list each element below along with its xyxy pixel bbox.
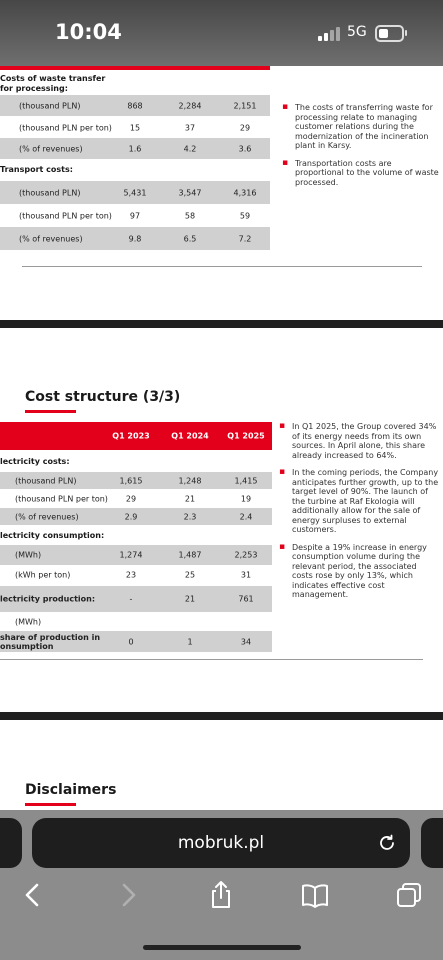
divider-line — [0, 659, 423, 660]
slide2-notes — [279, 422, 439, 608]
bullet-icon: ▪ — [279, 421, 286, 431]
table-row — [0, 565, 272, 585]
cell-value: 29 — [125, 494, 137, 503]
electricity-consumption-category: lectricity consumption: — [0, 531, 105, 540]
row-label: (MWh) — [15, 617, 42, 627]
slide-separator — [0, 320, 443, 328]
cell-value: - — [129, 594, 133, 604]
cell-value: 23 — [125, 570, 137, 580]
note-text: In the coming periods, the Company anticipates further growth, up to the target level of 90%. The launch of the turbine at Raf Ekologia will additionally allow for the sale of energy surpluses to external customers. — [292, 468, 439, 534]
list-item — [282, 159, 440, 188]
table-row — [0, 631, 272, 652]
row-label: (thousand PLN) — [19, 188, 81, 197]
cell-value: 0 — [128, 637, 134, 646]
cell-value: 9.8 — [128, 234, 142, 243]
cell-value: 1,248 — [178, 476, 202, 485]
status-time: 10:04 — [55, 20, 122, 44]
cell-value: 37 — [184, 123, 196, 132]
list-item — [279, 422, 439, 460]
note-text: Transportation costs are proportional to the volume of waste processed. — [295, 158, 439, 187]
cell-value: 25 — [184, 570, 196, 580]
page-title: Disclaimers — [25, 782, 117, 798]
title-underline — [25, 803, 76, 806]
list-item — [279, 468, 439, 535]
bullet-icon: ▪ — [279, 467, 286, 477]
cell-value: 1,487 — [178, 550, 202, 560]
title-underline — [25, 410, 76, 413]
cell-value: 868 — [127, 101, 143, 110]
row-label: (kWh per ton) — [15, 570, 71, 580]
cell-value: 4,316 — [233, 188, 257, 197]
table-row — [0, 138, 270, 159]
cell-value: 29 — [239, 123, 251, 132]
table-header — [0, 422, 272, 450]
divider-line — [22, 266, 422, 267]
cell-value: 3.6 — [238, 144, 252, 153]
note-text: The costs of transferring waste for processing relate to managing customer relations during the modernization of the incineration plant in Karsy. — [295, 103, 433, 150]
table-row — [0, 613, 272, 631]
note-text: Despite a 19% increase in energy consumption volume during the relevant period, the associated costs rose by only 13%, which indicates effective cost management. — [292, 542, 427, 599]
table-row — [0, 508, 272, 525]
table-row — [0, 586, 272, 612]
electricity-production-category: lectricity production: — [0, 594, 96, 604]
table-row — [0, 181, 270, 204]
table-row — [0, 95, 270, 116]
electricity-costs-category: lectricity costs: — [0, 457, 70, 466]
cell-value: 59 — [239, 211, 251, 220]
cell-value: 2.9 — [124, 512, 138, 521]
cell-value: 2.3 — [183, 512, 197, 521]
bullet-icon: ▪ — [279, 541, 286, 552]
bookmarks-icon[interactable] — [300, 880, 330, 910]
reload-icon[interactable] — [377, 833, 397, 853]
share-label-line2: onsumption — [0, 641, 54, 651]
bullet-icon: ▪ — [282, 157, 289, 168]
cell-value: 5,431 — [123, 188, 147, 197]
tabs-icon[interactable] — [394, 880, 424, 910]
waste-transfer-category: Costs of waste transfer for processing: — [0, 74, 106, 93]
cell-value: 6.5 — [183, 234, 197, 243]
cell-value: 2.4 — [239, 512, 253, 521]
table-row — [0, 472, 272, 489]
column-header: Q1 2024 — [171, 431, 209, 441]
cell-value: 58 — [184, 211, 196, 220]
next-tab-preview[interactable] — [421, 818, 443, 868]
signal-icon — [318, 27, 342, 41]
page-title: Cost structure (3/3) — [25, 389, 181, 405]
cell-value: 1,274 — [119, 550, 143, 560]
cell-value: 15 — [129, 123, 141, 132]
cell-value: 2,284 — [178, 101, 202, 110]
row-label: (MWh) — [15, 550, 42, 560]
cell-value: 761 — [238, 594, 254, 604]
row-label: (thousand PLN per ton) — [19, 211, 112, 220]
cell-value: 1 — [187, 637, 193, 646]
table-row — [0, 490, 272, 507]
cell-value: 1,415 — [234, 476, 258, 485]
home-indicator[interactable] — [143, 945, 301, 950]
cell-value: 2,253 — [234, 550, 258, 560]
forward-icon[interactable] — [113, 880, 143, 910]
cell-value: 4.2 — [183, 144, 197, 153]
status-bar — [0, 0, 443, 66]
url-text[interactable]: mobruk.pl — [177, 833, 265, 853]
row-label: (% of revenues) — [19, 144, 83, 153]
cell-value: 21 — [184, 494, 196, 503]
cell-value: 3,547 — [178, 188, 202, 197]
share-label-line1: share of production in — [0, 632, 101, 642]
slide-accent-line — [0, 66, 270, 70]
list-item — [279, 543, 439, 600]
cell-value: 2,151 — [233, 101, 257, 110]
row-label: (thousand PLN) — [15, 476, 77, 485]
column-header: Q1 2023 — [112, 431, 150, 441]
back-icon[interactable] — [18, 880, 48, 910]
cell-value: 21 — [184, 594, 196, 604]
cell-value: 1.6 — [128, 144, 142, 153]
cell-value: 34 — [240, 637, 252, 646]
table-row — [0, 204, 270, 227]
table-row — [0, 117, 270, 138]
column-header: Q1 2025 — [227, 431, 265, 441]
share-icon[interactable] — [206, 880, 236, 910]
bullet-icon: ▪ — [282, 102, 289, 112]
row-label: (thousand PLN per ton) — [19, 123, 112, 132]
table-row — [0, 545, 272, 565]
list-item — [282, 103, 440, 151]
share-of-production-label — [0, 633, 100, 651]
cell-value: 97 — [129, 211, 141, 220]
note-text: In Q1 2025, the Group covered 34% of its energy needs from its own sources. In April alone, this share already increased to 64%. — [292, 422, 437, 460]
previous-tab-preview[interactable] — [0, 818, 22, 868]
row-label: (% of revenues) — [15, 512, 79, 521]
cell-value: 19 — [240, 494, 252, 503]
cell-value: 1,615 — [119, 476, 143, 485]
table-row — [0, 227, 270, 250]
cell-value: 31 — [240, 570, 252, 580]
row-label: (thousand PLN per ton) — [15, 494, 108, 503]
row-label: (% of revenues) — [19, 234, 83, 243]
transport-category: Transport costs: — [0, 165, 73, 174]
row-label: (thousand PLN) — [19, 101, 81, 110]
slide-separator — [0, 712, 443, 720]
network-type: 5G — [347, 24, 367, 40]
cell-value: 7.2 — [238, 234, 252, 243]
battery-icon — [375, 25, 404, 42]
address-bar[interactable] — [32, 818, 410, 868]
slide1-notes — [282, 103, 440, 195]
